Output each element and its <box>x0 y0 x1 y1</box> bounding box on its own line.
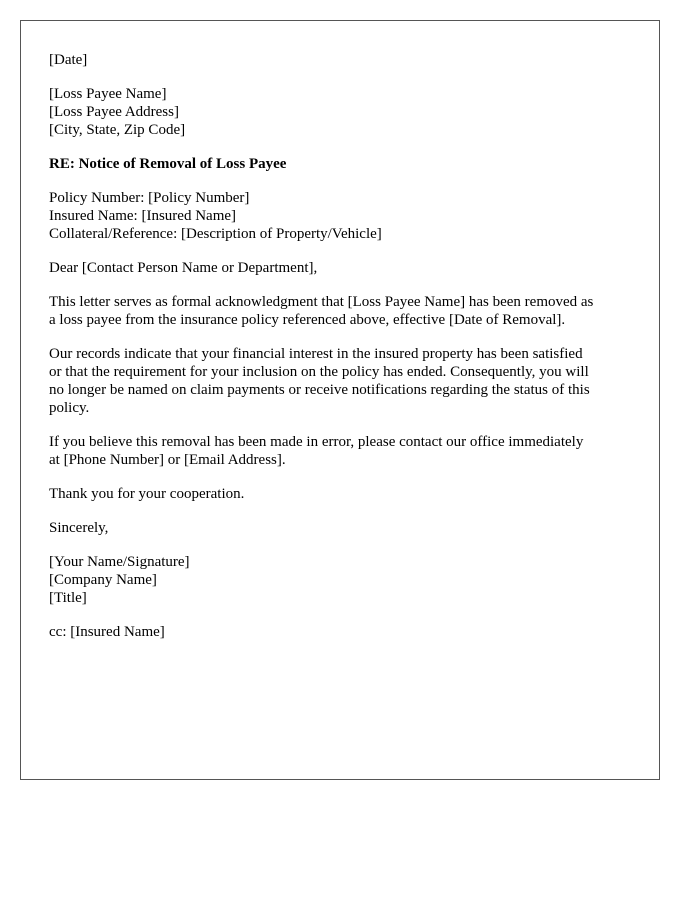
policy-number: Policy Number: [Policy Number] <box>49 190 250 206</box>
reference-block <box>49 189 659 243</box>
text-line: If you believe this removal has been made in error, please contact our office immediately <box>49 434 584 450</box>
text-line: or that the requirement for your inclusion on the policy has ended. Consequently, you will <box>49 364 589 380</box>
cc-line: cc: [Insured Name] <box>49 624 165 640</box>
letter-date: [Date] <box>49 52 88 68</box>
closing: Sincerely, <box>49 520 109 536</box>
text-line: no longer be named on claim payments or receive notifications regarding the status of this <box>49 382 590 398</box>
thanks-line: Thank you for your cooperation. <box>49 486 245 502</box>
recipient-address: [Loss Payee Address] <box>49 104 179 120</box>
text-line: a loss payee from the insurance policy referenced above, effective [Date of Removal]. <box>49 312 566 328</box>
text-line: Our records indicate that your financial interest in the insured property has been satisfied <box>49 346 583 362</box>
letter-page <box>20 20 660 780</box>
signer-name: [Your Name/Signature] <box>49 554 190 570</box>
collateral-reference: Collateral/Reference: [Description of Property/Vehicle] <box>49 226 382 242</box>
recipient-name: [Loss Payee Name] <box>49 86 167 102</box>
signature-block <box>49 553 659 607</box>
body-paragraph-1 <box>49 293 659 329</box>
insured-name: Insured Name: [Insured Name] <box>49 208 237 224</box>
body-paragraph-3 <box>49 433 659 469</box>
signer-title: [Title] <box>49 590 87 606</box>
text-line: policy. <box>49 400 90 416</box>
recipient-city: [City, State, Zip Code] <box>49 122 186 138</box>
recipient-block <box>49 85 659 139</box>
subject-line: RE: Notice of Removal of Loss Payee <box>49 156 287 172</box>
salutation: Dear [Contact Person Name or Department], <box>49 260 318 276</box>
text-line: at [Phone Number] or [Email Address]. <box>49 452 286 468</box>
body-paragraph-2 <box>49 345 659 417</box>
company-name: [Company Name] <box>49 572 157 588</box>
text-line: This letter serves as formal acknowledgment that [Loss Payee Name] has been removed as <box>49 294 594 310</box>
